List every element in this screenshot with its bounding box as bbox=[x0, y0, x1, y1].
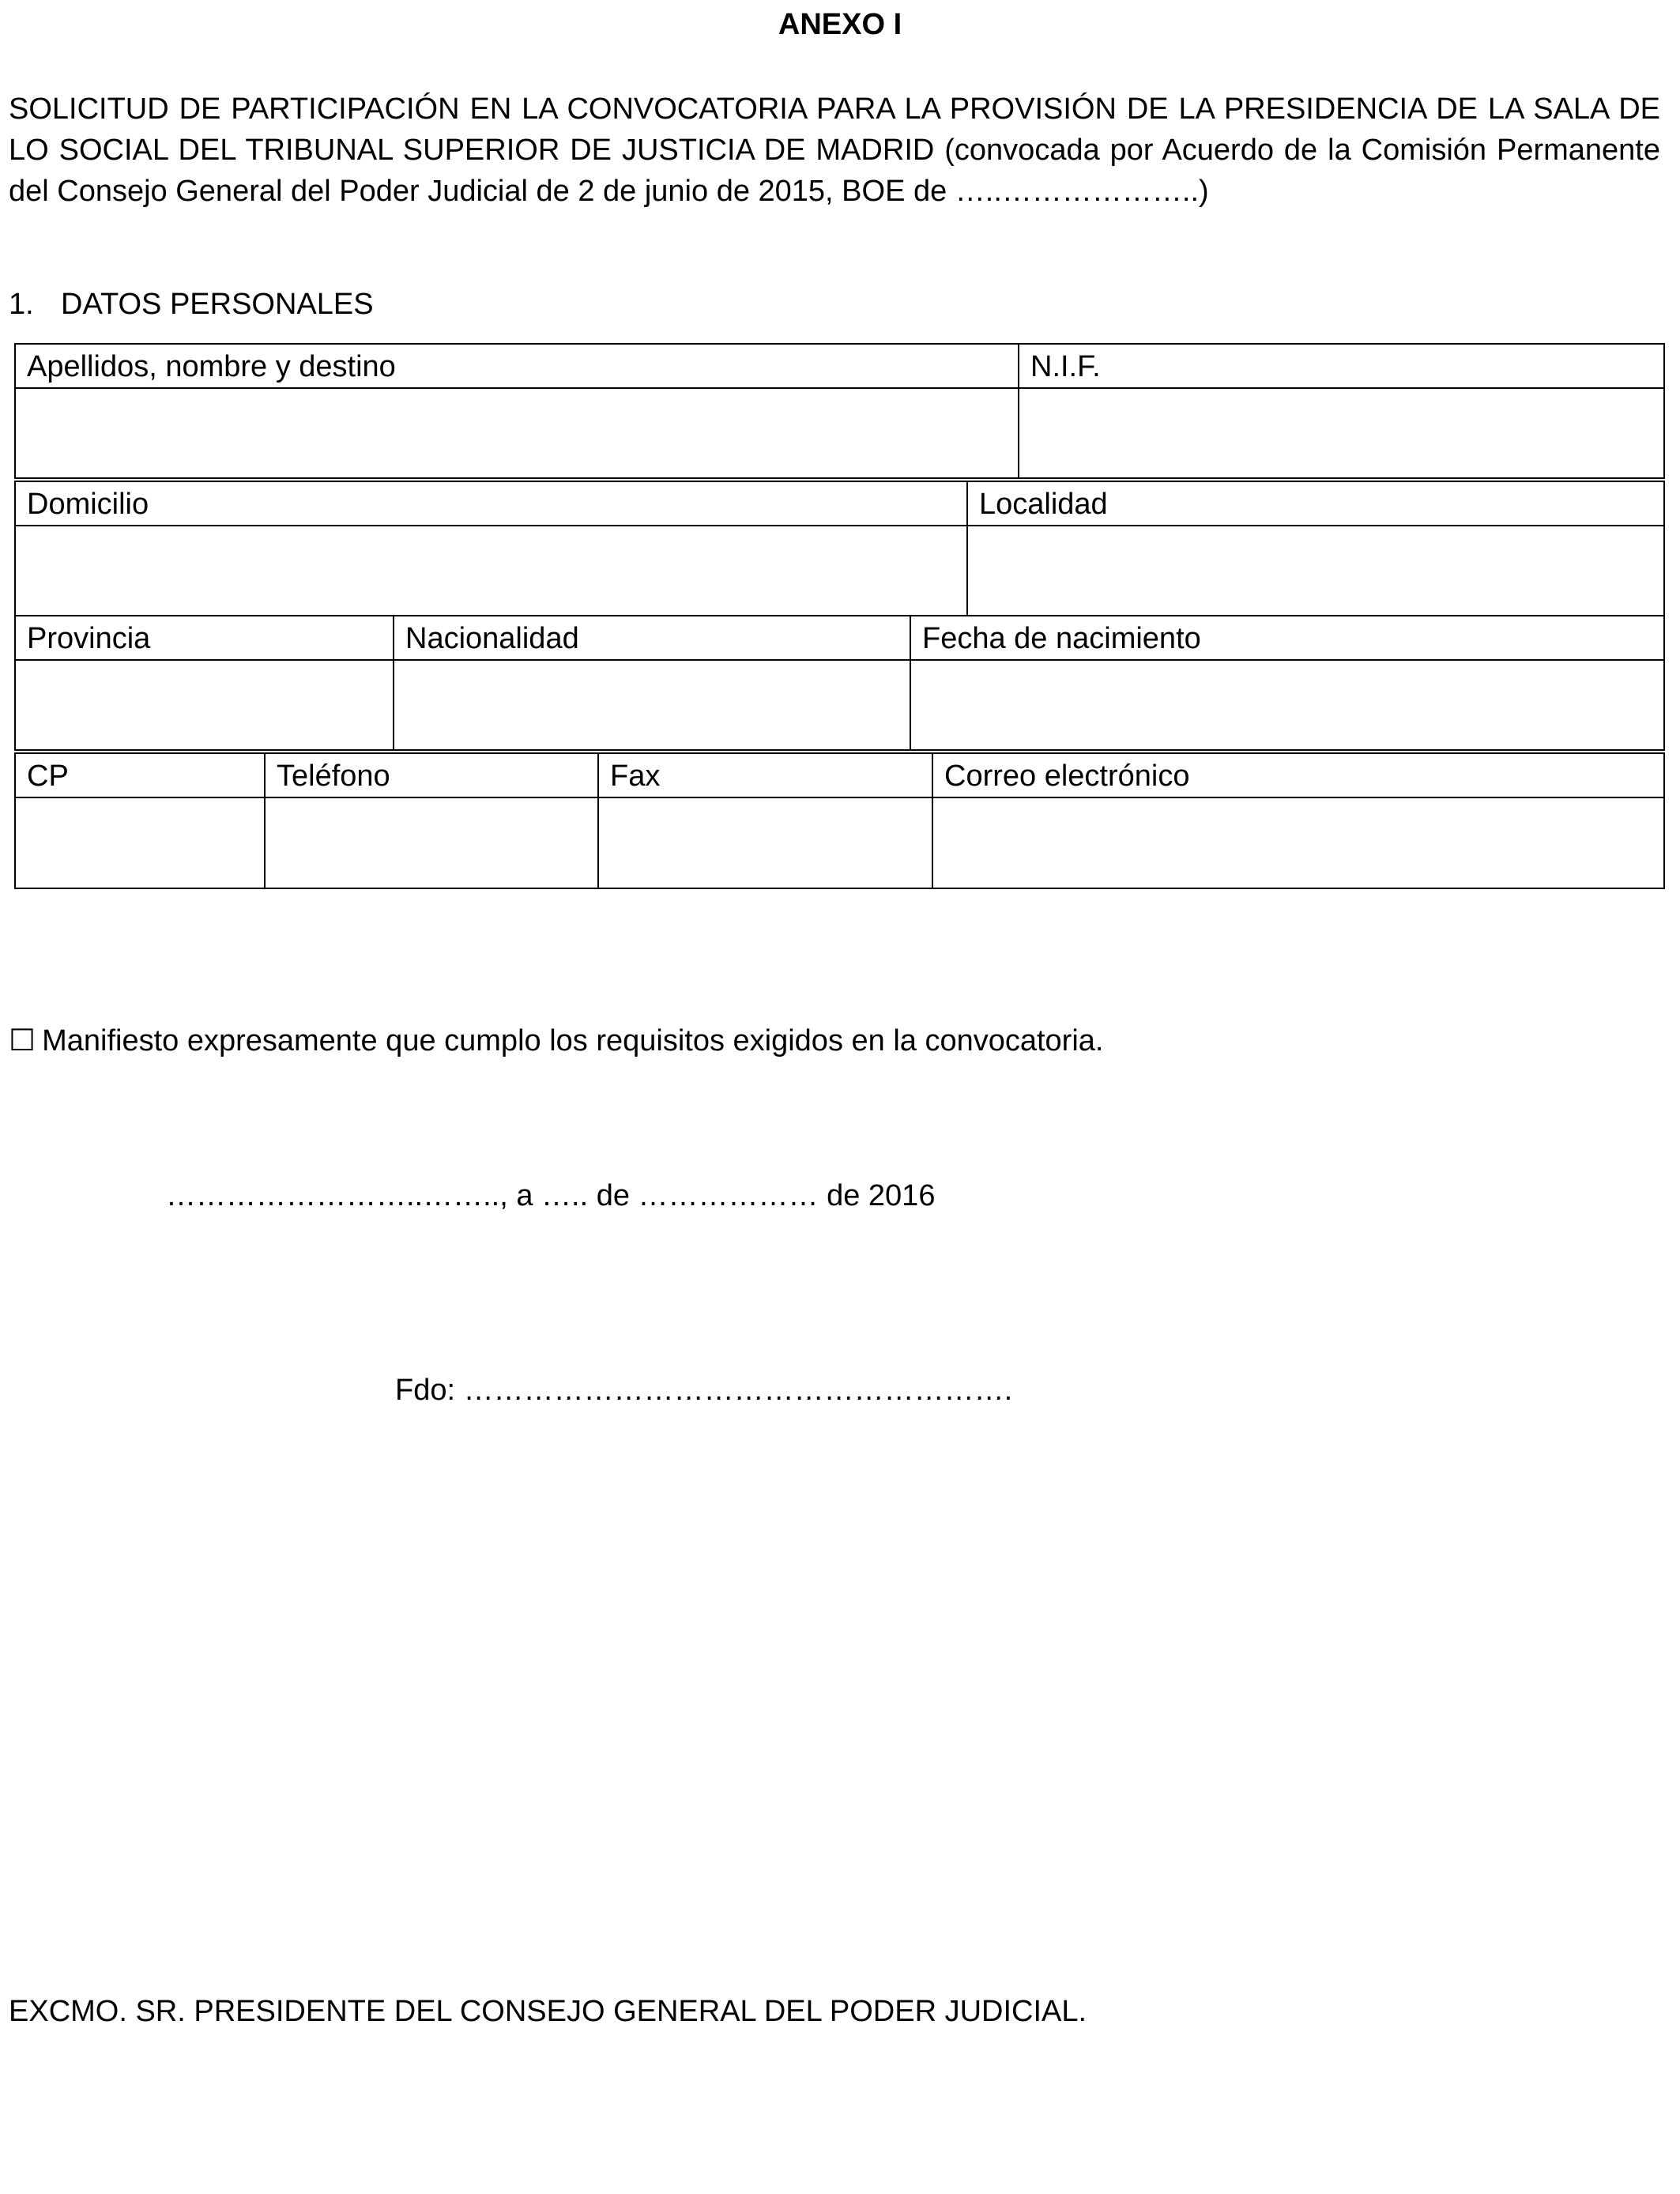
section-title: DATOS PERSONALES bbox=[61, 288, 374, 321]
signature-line: Fdo: ………………………………………………. bbox=[395, 1374, 1013, 1407]
telefono-field[interactable] bbox=[264, 797, 599, 889]
section-number: 1. bbox=[9, 288, 34, 321]
localidad-label: Localidad bbox=[979, 488, 1108, 521]
document-title: ANEXO I bbox=[778, 8, 902, 41]
provincia-label: Provincia bbox=[27, 622, 151, 655]
cp-label: CP bbox=[27, 760, 69, 793]
apellidos-field[interactable] bbox=[14, 387, 1019, 479]
nacionalidad-label-cell bbox=[393, 615, 911, 661]
fax-label: Fax bbox=[610, 760, 661, 793]
apellidos-label-cell bbox=[14, 343, 1019, 389]
localidad-label-cell bbox=[966, 481, 1665, 526]
apellidos-label: Apellidos, nombre y destino bbox=[27, 350, 396, 383]
fecha-nacimiento-field[interactable] bbox=[910, 659, 1665, 751]
nacionalidad-label: Nacionalidad bbox=[405, 622, 579, 655]
nif-label-cell bbox=[1018, 343, 1665, 389]
requirements-declaration-label: Manifiesto expresamente que cumplo los requisitos exigidos en la convocatoria. bbox=[42, 1024, 1104, 1057]
domicilio-field[interactable] bbox=[14, 525, 968, 616]
correo-label: Correo electrónico bbox=[944, 760, 1190, 793]
correo-field[interactable] bbox=[932, 797, 1665, 889]
fecha-label-cell bbox=[910, 615, 1665, 661]
domicilio-label: Domicilio bbox=[27, 488, 149, 521]
place-date-line: ……………………..…….., a ….. de ……………… de 2016 bbox=[166, 1179, 936, 1212]
personal-data-form bbox=[14, 343, 1665, 889]
addressee: EXCMO. SR. PRESIDENTE DEL CONSEJO GENERAL DEL PODER JUDICIAL. bbox=[9, 1995, 1087, 2028]
telefono-label: Teléfono bbox=[277, 760, 390, 793]
provincia-field[interactable] bbox=[14, 659, 394, 751]
fecha-nacimiento-label: Fecha de nacimiento bbox=[922, 622, 1201, 655]
cp-field[interactable] bbox=[14, 797, 266, 889]
cp-label-cell bbox=[14, 752, 266, 798]
fax-field[interactable] bbox=[597, 797, 933, 889]
nif-label: N.I.F. bbox=[1030, 350, 1101, 383]
localidad-field[interactable] bbox=[966, 525, 1665, 616]
correo-label-cell bbox=[932, 752, 1665, 798]
domicilio-label-cell bbox=[14, 481, 968, 526]
provincia-label-cell bbox=[14, 615, 394, 661]
fax-label-cell bbox=[597, 752, 933, 798]
nif-field[interactable] bbox=[1018, 387, 1665, 479]
telefono-label-cell bbox=[264, 752, 599, 798]
requirements-declaration bbox=[9, 1023, 1103, 1058]
application-intro: SOLICITUD DE PARTICIPACIÓN EN LA CONVOCATORIA PARA LA PROVISIÓN DE LA PRESIDENCIA DE LA SALA DE LO SOCIAL DEL TRIBUNAL SUPERIOR DE JUSTICIA DE MADRID (convocada por Acuerdo de la Comisión Permanente del Consejo General del Poder Judicial de 2 de junio de 2015, BOE de …..………………..) bbox=[9, 92, 1660, 208]
section-heading bbox=[9, 288, 374, 322]
checkbox-icon[interactable]: ☐ bbox=[9, 1024, 36, 1057]
nacionalidad-field[interactable] bbox=[393, 659, 911, 751]
